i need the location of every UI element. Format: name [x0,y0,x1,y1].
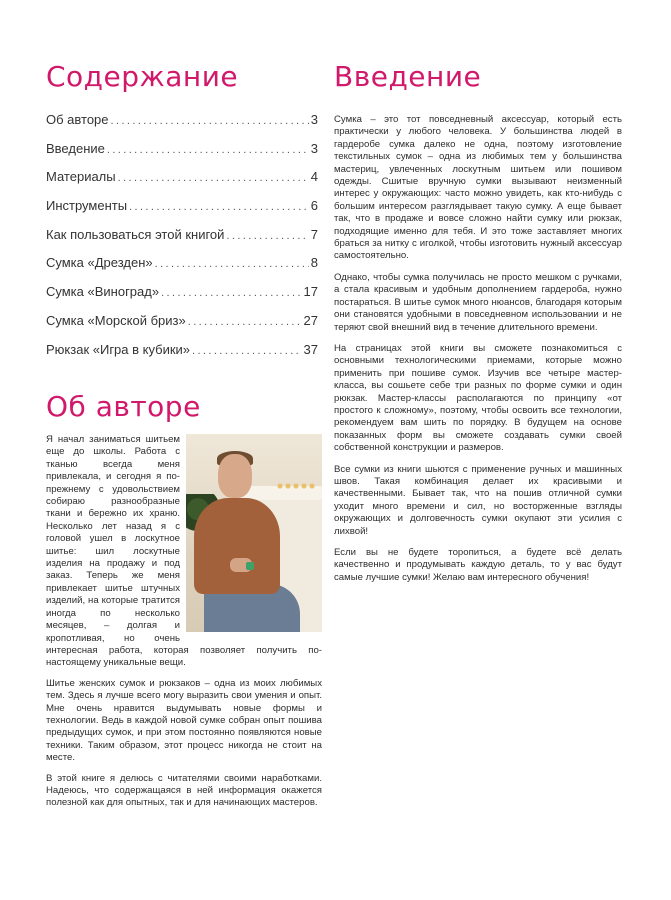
intro-paragraph: На страницах этой книги вы сможете познакомиться с основными технологическими приемами, которые можно применить при пошиве сумок. Изучив все четыре мастер-класса, вы сошьете себе три разных по форме сумки и один рюкзак. Мастер-классы располагаются по принципу «от простого к сложному», поэтому, чтобы освоить все технологии, рекомендуем вам шить по порядку. В будущем на основе показанных форм вы сможете создавать сумки своей собственной конструкции и размеров. [334,342,622,454]
toc-leader-dots [161,287,301,299]
toc-item[interactable] [46,169,318,198]
toc-item[interactable] [46,198,318,227]
intro-section [334,114,622,593]
toc-item-page: 17 [303,284,318,300]
toc-item-page: 27 [303,312,318,328]
toc-item[interactable] [46,342,318,371]
toc-item-label: Сумка «Морской бриз» [46,312,186,328]
toc-item-label: Сумка «Виноград» [46,284,160,300]
toc-item[interactable] [46,227,318,256]
toc-item-label: Как пользоваться этой книгой [46,226,225,242]
intro-paragraph: Сумка – это тот повседневный аксессуар, который есть практически у любого человека. У большинства людей в гардеробе сумка далеко не одна, поэтому изготовление текстильных сумок – одна из любимых тем у большинства мастериц, увлеченных лоскутным шитьем или пошивом одежды. Сшитые вручную сумки вызывают неизменный интерес у окружающих: часто можно увидеть, как кто-нибудь с большим интересом разглядывает такую сумку. А еще бывает так, что в продаже и вовсе сложно найти сумку или рюкзак, подходящие именно для тебя. И это тоже заставляет многих браться за нитку с иголкой, чтобы изготовить нужный аксессуар самостоятельно. [334,114,622,262]
about-title: Об авторе [46,390,201,423]
about-paragraph: В этой книге я делюсь с читателями своими наработками. Надеюсь, что содержащаяся в ней информация окажется полезной как для опытных, так и для начинающих мастеров. [46,772,322,809]
toc-title: Содержание [46,60,239,93]
toc-item[interactable] [46,284,318,313]
intro-paragraph: Если вы не будете торопиться, а будете всё делать качественно и продумывать каждую деталь, то у вас будут самые лучшие сумки! Желаю вам интересного обучения! [334,547,622,583]
toc-leader-dots [188,316,302,328]
about-section [46,434,322,818]
toc-item-page: 7 [310,226,318,242]
author-photo [186,434,322,632]
toc-item-label: Материалы [46,169,116,185]
intro-paragraph: Все сумки из книги шьются с применение ручных и машинных швов. Такая комбинация делает их красивыми и качественными. Бывает так, что на пошив отличной сумки уходит много времени и сил, но восторженные взгляды окружающих и долговечность сумки окупают эти усилия с лихвой! [334,463,622,537]
toc-leader-dots [111,115,309,127]
about-paragraph: Шитье женских сумок и рюкзаков – одна из моих любимых тем. Здесь я лучше всего могу выразить свои умения и опыт. Мне очень нравится выдумывать новые формы и технологии. Ведь в каждой новой сумке собран опыт пошива предыдущих сумок, и при этом постоянно появляются новые техники. Таким образом, этот процесс никогда не стоит на месте. [46,677,322,764]
toc-item-label: Введение [46,140,105,156]
toc-leader-dots [129,201,309,213]
toc-leader-dots [155,258,309,270]
toc-item[interactable] [46,313,318,342]
toc-item-page: 3 [310,140,318,156]
toc-item-label: Об авторе [46,112,109,127]
toc-leader-dots [118,172,309,184]
toc-leader-dots [192,345,302,357]
toc-item-page: 6 [310,198,318,214]
toc-leader-dots [226,230,308,242]
toc-item-page: 37 [303,341,318,357]
toc-leader-dots [107,144,309,156]
toc-item[interactable] [46,112,318,141]
toc-item[interactable] [46,255,318,284]
toc-item-label: Рюкзак «Игра в кубики» [46,341,191,357]
toc-item-label: Инструменты [46,198,128,214]
toc-item-page: 4 [310,169,318,185]
intro-paragraph: Однако, чтобы сумка получилась не просто мешком с ручками, а стала красивым и удобным дополнением гардероба, нужно постараться. В шитье сумок много нюансов, благодаря которым они становятся удобными в повседневном использовании и не теряют свой внешний вид в течение длительного времени. [334,271,622,333]
toc-item[interactable] [46,141,318,170]
about-paragraph: Я начал заниматься шитьем еще до школы. Работа с тканью всегда меня привлекала, и сегодня я по-прежнему с удовольствием собираю разнообразные ткани и бережно их храню. Несколько лет назад я с головой ушел в лоскутное шитье: шил лоскутные изделия на продажу и под заказ. Теперь же меня привлекает шитье штучных изделий, на которые тратится иногда по несколько месяцев, – долгая и кропотливая, но очень интересная работа, которая позволяет получить по-настоящему уникальные вещи. [46,434,322,669]
toc-item-label: Сумка «Дрезден» [46,255,153,271]
toc-item-page: 3 [310,112,318,127]
intro-title: Введение [334,60,482,93]
table-of-contents [46,112,318,370]
toc-item-page: 8 [310,255,318,271]
